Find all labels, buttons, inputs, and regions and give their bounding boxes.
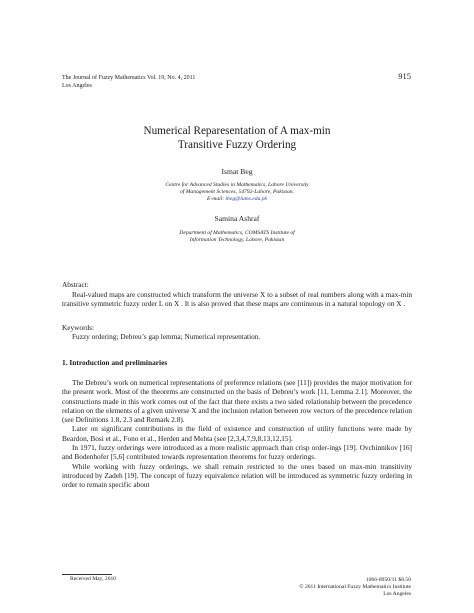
affiliation-line: Centre for Advanced Studies in Mathematics, Lahore University [165,182,309,188]
author-email-line [0,196,474,203]
affiliation-line: Department of Mathematics, COMSATS Institute of [179,230,295,236]
abstract-body [62,290,412,309]
paragraph: While working with fuzzy orderings, we shall remain restricted to the ones based on max-min transitivity introduced by Zadeh [19]. The concept of fuzzy equivalence relation will be introduced as symmetric fuzzy ordering in order to remain specific about [62,461,412,490]
title-line-1: Numerical Reparesentation of A max-min [143,125,331,137]
journal-location: Los Angeles [62,83,92,89]
page-number: 915 [398,71,411,81]
abstract-text: Real-valued maps are constructed which transform the universe X to a subset of real numbers along with a max-min transitive symmetric fuzzy order L on X . It is also proved that these maps are continuous in a natural topology on X . [62,290,412,309]
journal-header [62,74,195,90]
journal-name: The Journal of Fuzzy Mathematics Vol. 19, No. 4, 2011 [62,75,196,81]
affiliation-line: of Management Sciences, 54792-Lahore, Pakistan. [180,189,294,196]
footer-line: 1066-8950/11 $8.50 [365,577,411,583]
footnote-rule [62,574,112,575]
section-body [62,378,412,490]
footnote: Received May, 2010 [70,576,117,582]
email-label: E-mail: [207,196,225,203]
keywords-text: Fuzzy ordering; Debreu’s gap lemma; Numerical representation. [72,332,261,341]
abstract-label: Abstract: [62,280,89,289]
author-affiliation [0,182,474,204]
title-line-2: Transitive Fuzzy Ordering [177,139,297,151]
paragraph: In 1971, fuzzy orderings were introduced as a more realistic approach than crisp order-ings [19]. Ovchinnikov [16] and Bodenhofer [5,6] contributed towards representation theorems for fuzzy orderings. [62,443,412,462]
footer-line: © 2011 International Fuzzy Mathematics Institute [299,583,411,590]
copyright-footer [299,577,411,597]
author-name: Samina Ashraf [214,214,260,223]
author-email-link[interactable]: ibeg@lums.edu.pk [225,196,267,203]
author-name: Ismat Beg [221,167,253,176]
affiliation-line: Information Technology, Lahore, Pakistan [189,237,285,244]
paragraph: Later on significant contributions in the field of existence and construction of utility functions were made by Beardon, Bosi et al., Fono et al., Herden and Mehta (see [2,3,4,7,9,8,13,12,15]. [62,424,412,443]
section-heading: 1. Introduction and preliminaries [62,358,168,367]
footer-line: Los Angeles [383,590,411,597]
author-affiliation [0,230,474,244]
paragraph: The Debreu’s work on numerical representations of preference relations (see [11]) provides the major motivation for the present work. Most of the theorems are constructed on the basis of Debreu’s work [11, Lemma 2.1]. Moreover, the constructions made in this work comes out of the fact that there exists a two sided relationship between the precedence relation on the elements of a given universe X and the inclusion relation between row vectors of the precedence relation (see Definitions 1.8, 2.3 and Remark 2.8). [62,378,412,425]
paper-title [0,124,474,152]
keywords-body [62,332,412,341]
keywords-label: Keywords: [62,323,95,332]
